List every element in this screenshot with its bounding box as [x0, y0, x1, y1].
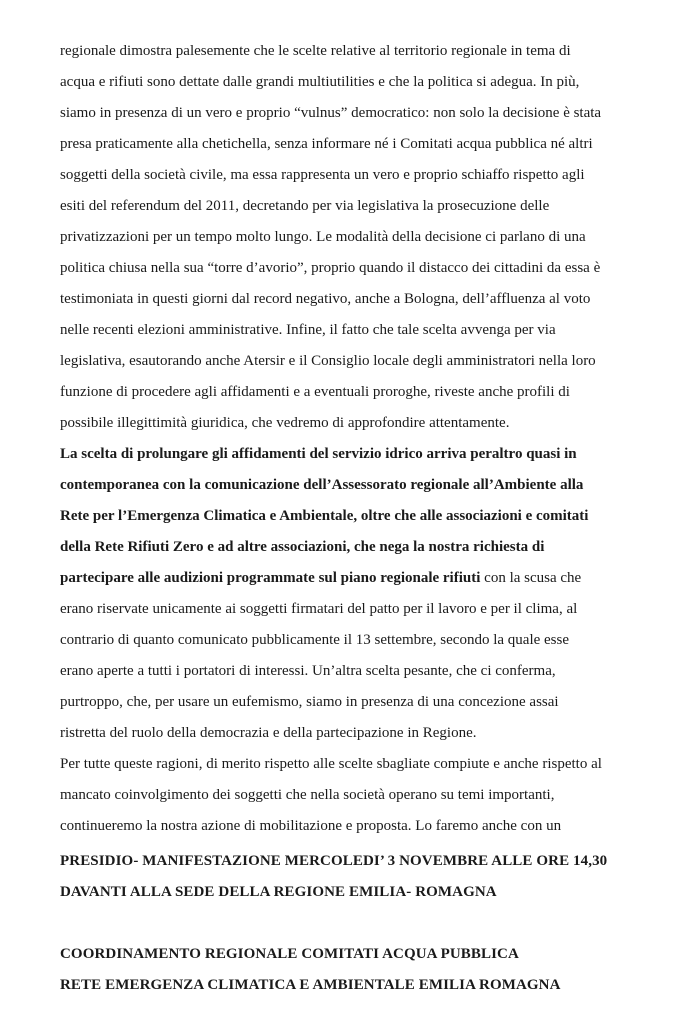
text-line [60, 780, 628, 811]
presidio-line-2: DAVANTI ALLA SEDE DELLA REGIONE EMILIA- ROMAGNA [60, 884, 497, 900]
text-line [60, 811, 628, 842]
text-line [60, 160, 628, 191]
text-line [60, 129, 628, 160]
text-line [60, 222, 628, 253]
text-segment: con la scusa che [480, 570, 582, 586]
text-line [60, 253, 628, 284]
text-segment: regionale dimostra palesemente che le scelte relative al territorio regionale in tema di [60, 43, 571, 59]
text-segment: possibile illegittimità giuridica, che vedremo di approfondire attentamente. [60, 415, 510, 431]
text-segment: erano riservate unicamente ai soggetti firmatari del patto per il lavoro e per il clima, al [60, 601, 578, 617]
text-segment: funzione di procedere agli affidamenti e a eventuali proroghe, riveste anche profili di [60, 384, 570, 400]
text-segment: nelle recenti elezioni amministrative. Infine, il fatto che tale scelta avvenga per via [60, 322, 556, 338]
text-segment: testimoniata in questi giorni dal record negativo, anche a Bologna, dell’affluenza al voto [60, 291, 591, 307]
text-segment: soggetti della società civile, ma essa rappresenta un vero e proprio schiaffo rispetto agli [60, 167, 585, 183]
text-line [60, 284, 628, 315]
text-segment: acqua e rifiuti sono dettate dalle grandi multiutilities e che la politica si adegua. In più, [60, 74, 580, 90]
text-segment: legislativa, esautorando anche Atersir e il Consiglio locale degli amministratori nella loro [60, 353, 596, 369]
text-segment: erano aperte a tutti i portatori di interessi. Un’altra scelta pesante, che ci conferma, [60, 663, 556, 679]
text-line [60, 718, 628, 749]
signatory-line-2: RETE EMERGENZA CLIMATICA E AMBIENTALE EMILIA ROMAGNA [60, 977, 561, 993]
presidio-announcement [60, 846, 660, 908]
text-line [60, 439, 628, 470]
signatory-line-1: COORDINAMENTO REGIONALE COMITATI ACQUA PUBBLICA [60, 946, 519, 962]
text-line [60, 191, 628, 222]
text-line [60, 563, 628, 594]
text-segment: politica chiusa nella sua “torre d’avorio”, proprio quando il distacco dei cittadini da essa è [60, 260, 601, 276]
text-line [60, 532, 628, 563]
text-segment: purtroppo, che, per usare un eufemismo, siamo in presenza di una concezione assai [60, 694, 559, 710]
text-segment: ristretta del ruolo della democrazia e della partecipazione in Regione. [60, 725, 477, 741]
text-line [60, 501, 628, 532]
bold-text-segment: partecipare alle audizioni programmate sul piano regionale rifiuti [60, 570, 481, 586]
text-segment: mancato coinvolgimento dei soggetti che nella società operano su temi importanti, [60, 787, 555, 803]
text-line [60, 594, 628, 625]
text-segment: contrario di quanto comunicato pubblicamente il 13 settembre, secondo la quale esse [60, 632, 570, 648]
text-line [60, 470, 628, 501]
text-line [60, 36, 628, 67]
text-line [60, 67, 628, 98]
signatories-block [60, 939, 660, 1001]
text-segment: Per tutte queste ragioni, di merito rispetto alle scelte sbagliate compiute e anche rispetto al [60, 756, 602, 772]
presidio-line-1: PRESIDIO- MANIFESTAZIONE MERCOLEDI’ 3 NOVEMBRE ALLE ORE 14,30 [60, 853, 608, 869]
body-text [60, 36, 628, 842]
text-line [60, 408, 628, 439]
text-segment: continueremo la nostra azione di mobilitazione e proposta. Lo faremo anche con un [60, 818, 562, 834]
text-line [60, 346, 628, 377]
bold-text-segment: contemporanea con la comunicazione dell’Assessorato regionale all’Ambiente alla [60, 477, 584, 493]
bold-text-segment: Rete per l’Emergenza Climatica e Ambientale, oltre che alle associazioni e comitati [60, 508, 589, 524]
text-segment: presa praticamente alla chetichella, senza informare né i Comitati acqua pubblica né altri [60, 136, 593, 152]
text-line [60, 377, 628, 408]
text-line [60, 749, 628, 780]
bold-text-segment: della Rete Rifiuti Zero e ad altre associazioni, che nega la nostra richiesta di [60, 539, 545, 555]
text-segment: siamo in presenza di un vero e proprio “vulnus” democratico: non solo la decisione è stata [60, 105, 602, 121]
text-line [60, 687, 628, 718]
text-line [60, 656, 628, 687]
text-segment: privatizzazioni per un tempo molto lungo. Le modalità della decisione ci parlano di una [60, 229, 586, 245]
text-segment: esiti del referendum del 2011, decretando per via legislativa la prosecuzione delle [60, 198, 550, 214]
bold-text-segment: La scelta di prolungare gli affidamenti del servizio idrico arriva peraltro quasi in [60, 446, 577, 462]
text-line [60, 98, 628, 129]
text-line [60, 315, 628, 346]
text-line [60, 625, 628, 656]
